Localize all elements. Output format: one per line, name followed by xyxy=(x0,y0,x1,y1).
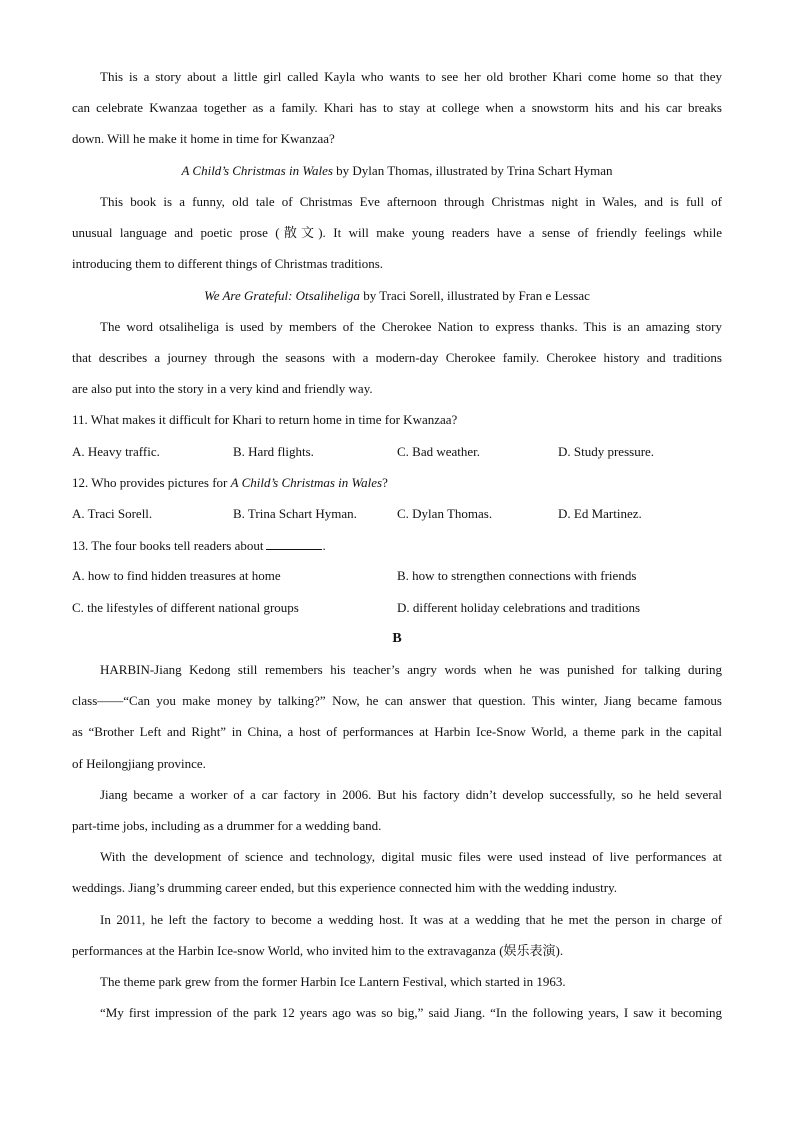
paragraph-line: of Heilongjiang province. xyxy=(72,756,206,771)
paragraph-line: introducing them to different things of Christmas traditions. xyxy=(72,256,383,271)
paragraph-line: performances at the Harbin Ice-snow World, who invited him to the extravaganza (娱乐表演). xyxy=(72,943,564,958)
book-byline: by Dylan Thomas, illustrated by Trina Schart Hyman xyxy=(332,163,613,178)
q13-option-d: D. different holiday celebrations and traditions xyxy=(397,600,641,615)
paragraph-line: In 2011, he left the factory to become a wedding host. It was at a wedding that he met the person in charge of xyxy=(100,912,722,927)
paragraph-line: down. Will he make it home in time for Kwanzaa? xyxy=(72,131,335,146)
paragraph-line: Jiang became a worker of a car factory in 2006. But his factory didn’t develop successfully, so he held several xyxy=(100,787,722,802)
q12-option-a: A. Traci Sorell. xyxy=(72,506,153,521)
paragraph-line: as “Brother Left and Right” in China, a host of performances at Harbin Ice-Snow World, a theme park in the capital xyxy=(72,724,722,739)
paragraph-line: class——“Can you make money by talking?” Now, he can answer that question. This winter, Jiang became famous xyxy=(72,693,722,708)
q12-stem-text: 12. Who provides pictures for xyxy=(72,475,231,490)
paragraph-line: This is a story about a little girl called Kayla who wants to see her old brother Khari come home so that they xyxy=(100,69,722,84)
q12-option-d: D. Ed Martinez. xyxy=(558,506,642,521)
book-title: We Are Grateful: Otsaliheliga xyxy=(204,288,360,303)
paragraph-line: weddings. Jiang’s drumming career ended, but this experience connected him with the wedding industry. xyxy=(72,880,618,895)
q13-option-c: C. the lifestyles of different national groups xyxy=(72,600,299,615)
book-title-line xyxy=(0,163,794,179)
paragraph-line: This book is a funny, old tale of Christmas Eve afternoon through Christmas night in Wales, and is full of xyxy=(100,194,722,209)
q12-stem-end: ? xyxy=(382,475,388,490)
question-11-stem: 11. What makes it difficult for Khari to return home in time for Kwanzaa? xyxy=(72,412,458,427)
paragraph-line: “My first impression of the park 12 years ago was so big,” said Jiang. “In the following years, I saw it becoming xyxy=(100,1005,722,1020)
paragraph-line: The theme park grew from the former Harbin Ice Lantern Festival, which started in 1963. xyxy=(100,974,566,989)
book-title: A Child’s Christmas in Wales xyxy=(181,163,333,178)
question-13-stem xyxy=(72,537,326,554)
q12-stem-title: A Child’s Christmas in Wales xyxy=(230,475,383,490)
paragraph-line: that describes a journey through the seasons with a modern-day Cherokee family. Cherokee history and traditions xyxy=(72,350,722,365)
paragraph-line: HARBIN-Jiang Kedong still remembers his teacher’s angry words when he was punished for talking during xyxy=(100,662,722,677)
paragraph-line: With the development of science and technology, digital music files were used instead of live performances at xyxy=(100,849,722,864)
q12-option-b: B. Trina Schart Hyman. xyxy=(233,506,357,521)
q12-option-c: C. Dylan Thomas. xyxy=(397,506,493,521)
paragraph-line: can celebrate Kwanzaa together as a family. Khari has to stay at college when a snowstorm hits and his car breaks xyxy=(72,100,722,115)
answer-blank xyxy=(266,537,322,550)
paragraph-line: part-time jobs, including as a drummer for a wedding band. xyxy=(72,818,382,833)
section-b-heading: B xyxy=(392,631,402,646)
q13-stem-text: 13. The four books tell readers about xyxy=(72,538,264,553)
q11-option-d: D. Study pressure. xyxy=(558,444,655,459)
q11-option-a: A. Heavy traffic. xyxy=(72,444,160,459)
q13-option-b: B. how to strengthen connections with friends xyxy=(397,568,637,583)
book-title-line xyxy=(0,288,794,304)
q13-stem-end: . xyxy=(322,538,326,553)
q11-option-c: C. Bad weather. xyxy=(397,444,481,459)
paragraph-line: The word otsaliheliga is used by members of the Cherokee Nation to express thanks. This is an amazing story xyxy=(100,319,722,334)
book-byline: by Traci Sorell, illustrated by Fran e Lessac xyxy=(359,288,590,303)
q13-option-a: A. how to find hidden treasures at home xyxy=(72,568,281,583)
paragraph-line: unusual language and poetic prose (散文). It will make young readers have a sense of friendly feelings while xyxy=(72,225,722,240)
q11-option-b: B. Hard flights. xyxy=(233,444,314,459)
question-12-stem xyxy=(72,475,388,491)
paragraph-line: are also put into the story in a very kind and friendly way. xyxy=(72,381,373,396)
